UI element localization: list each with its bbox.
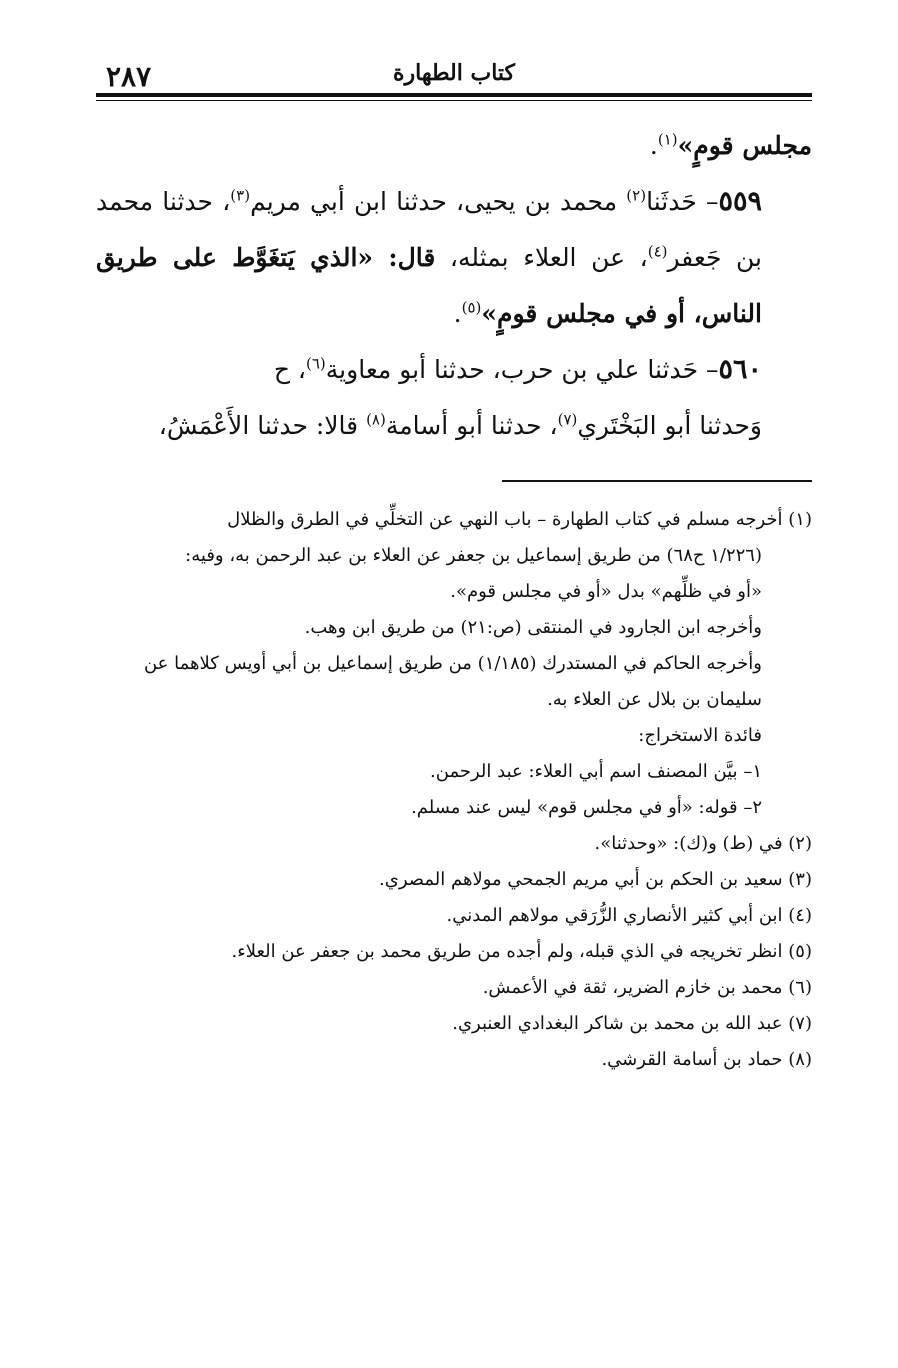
hadith-559-qal: قال: bbox=[388, 243, 436, 272]
hadith-559-text-1: محمد بن يحيى، حدثنا ابن أبي مريم bbox=[250, 187, 627, 216]
footnote-1-line-1: (١) أخرجه مسلم في كتاب الطهارة – باب النهي عن التخلِّي في الطرق والظلال bbox=[227, 509, 812, 530]
running-title: كتاب الطهارة bbox=[392, 60, 516, 86]
continuation-line bbox=[96, 118, 812, 174]
continuation-end: . bbox=[649, 131, 658, 160]
footnote-ref-6: (٦) bbox=[305, 354, 326, 373]
hadith-559-dash: – حَدثَنا bbox=[646, 187, 719, 216]
footnote-1-line-9: ٢– قوله: «أو في مجلس قوم» ليس عند مسلم. bbox=[411, 797, 762, 818]
hadith-559-end: . bbox=[453, 299, 462, 328]
footnote-ref-2: (٢) bbox=[626, 186, 647, 205]
hadith-559-text-3: ، عن العلاء بمثله، bbox=[435, 243, 648, 272]
footnote-ref-7: (٧) bbox=[557, 410, 578, 429]
hadith-560-text-1: ، ح bbox=[273, 355, 306, 384]
footnote-ref-5: (٥) bbox=[461, 298, 482, 317]
footnotes bbox=[96, 502, 812, 1078]
hadith-559 bbox=[96, 174, 812, 342]
footnote-4: (٤) ابن أبي كثير الأنصاري الزُّرَقي مولاهم المدني. bbox=[446, 905, 812, 926]
hadith-559-text-2: ، حدثنا محمد بن جَعفر bbox=[96, 187, 763, 272]
footnote-1-line-2: (١/٢٢٦ ح٦٨) من طريق إسماعيل بن جعفر عن العلاء بن عبد الرحمن به، وفيه: bbox=[185, 545, 762, 566]
hadith-560-text-3: ، حدثنا أبو أسامة bbox=[385, 411, 558, 440]
hadith-number-560: ٥٦٠ bbox=[718, 354, 762, 385]
footnote-1-line-4: وأخرجه ابن الجارود في المنتقى (ص:٢١) من طريق ابن وهب. bbox=[304, 617, 762, 638]
hadith-560-cont bbox=[96, 398, 812, 454]
footnote-ref-8: (٨) bbox=[366, 410, 386, 429]
footnote-5: (٥) انظر تخريجه في الذي قبله، ولم أجده من طريق محمد بن جعفر عن العلاء. bbox=[231, 941, 812, 962]
footnote-separator bbox=[502, 480, 812, 482]
hadith-560-dash: – حَدثنا علي بن حرب، حدثنا أبو معاوية bbox=[325, 355, 719, 384]
hadith-560-text-4: قالا: حدثنا الأَعْمَشُ، bbox=[158, 411, 367, 440]
header-rule-thin bbox=[96, 100, 812, 101]
page-number: ٢٨٧ bbox=[106, 60, 152, 93]
footnote-3: (٣) سعيد بن الحكم بن أبي مريم الجمحي مولاهم المصري. bbox=[379, 869, 812, 890]
footnote-1-line-5: وأخرجه الحاكم في المستدرك (١/١٨٥) من طريق إسماعيل بن أبي أويس كلاهما عن bbox=[143, 653, 762, 674]
hadith-559-quote: «الذي يَتغَوَّط على طريق الناس، أو في مجلس قومٍ» bbox=[96, 243, 762, 328]
hadith-number-559: ٥٥٩ bbox=[718, 186, 762, 217]
hadith-560 bbox=[96, 342, 812, 398]
continuation-text: مجلس قومٍ» bbox=[677, 131, 812, 160]
hadith-560-text-2: وَحدثنا أبو البَخْتَري bbox=[577, 411, 762, 440]
footnote-1-line-8: ١– بيَّن المصنف اسم أبي العلاء: عبد الرحمن. bbox=[430, 761, 762, 782]
header-rule-thick bbox=[96, 93, 812, 97]
footnote-2: (٢) في (ط) و(ك): «وحدثنا». bbox=[594, 833, 812, 854]
footnote-8: (٨) حماد بن أسامة القرشي. bbox=[601, 1049, 812, 1070]
footnote-ref-4: (٤) bbox=[647, 242, 668, 261]
footnote-7: (٧) عبد الله بن محمد بن شاكر البغدادي العنبري. bbox=[452, 1013, 812, 1034]
footnote-1-line-6: سليمان بن بلال عن العلاء به. bbox=[547, 689, 762, 710]
footnote-1-line-7: فائدة الاستخراج: bbox=[638, 725, 762, 746]
footnote-6: (٦) محمد بن خازم الضرير، ثقة في الأعمش. bbox=[482, 977, 812, 998]
footnote-ref-1: (١) bbox=[657, 130, 678, 149]
footnote-ref-3: (٣) bbox=[230, 186, 251, 205]
main-text bbox=[96, 118, 812, 454]
footnote-1-line-3: «أو في ظلِّهم» بدل «أو في مجلس قوم». bbox=[450, 581, 762, 602]
